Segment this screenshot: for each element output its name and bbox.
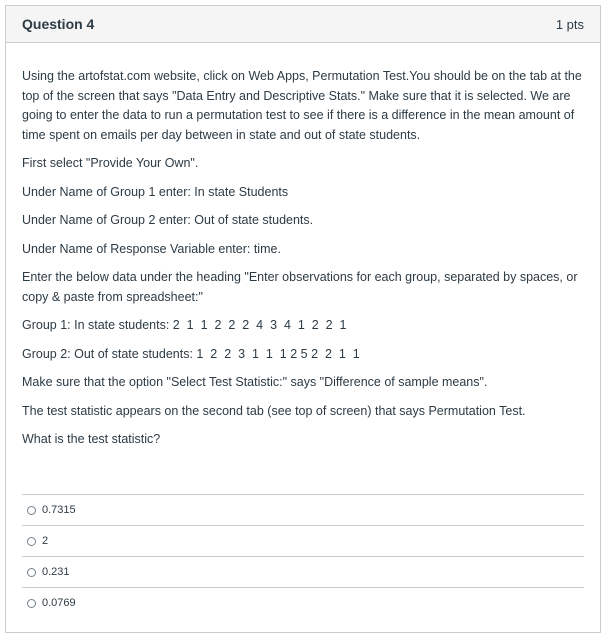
question-text	[6, 43, 600, 450]
paragraph: Under Name of Group 1 enter: In state Students	[22, 184, 289, 199]
question-points: 1 pts	[555, 16, 584, 32]
answer-option[interactable]	[22, 556, 584, 587]
paragraph: What is the test statistic?	[22, 432, 161, 446]
paragraph: Under Name of Response Variable enter: time.	[22, 241, 281, 256]
radio-button[interactable]	[27, 568, 36, 577]
answer-option[interactable]	[22, 494, 584, 525]
answer-label: 0.0769	[42, 597, 76, 609]
paragraph: Group 1: In state students: 2 1 1 2 2 2 4 3 4 1 2 2 1	[22, 318, 347, 332]
paragraph: Enter the below data under the heading "Enter observations for each group, separated by spaces, or copy & paste from spreadsheet:"	[22, 270, 578, 304]
question-header	[6, 6, 600, 43]
radio-button[interactable]	[27, 537, 36, 546]
paragraph: Make sure that the option "Select Test Statistic:" says "Difference of sample means".	[22, 375, 488, 389]
answer-option[interactable]	[22, 587, 584, 618]
paragraph: Using the artofstat.com website, click on Web Apps, Permutation Test.You should be on the tab at the top of the screen that says "Data Entry and Descriptive Stats." Make sure that it is selected. We are going to enter the data to run a permutation test to see if there is a difference in the mean amount of time spent on emails per day between in state and out of state students.	[22, 69, 582, 142]
answer-option[interactable]	[22, 525, 584, 556]
answer-label: 2	[42, 535, 49, 547]
radio-button[interactable]	[27, 506, 36, 515]
answer-label: 0.7315	[42, 504, 76, 516]
paragraph: Group 2: Out of state students: 1 2 2 3 1 1 1 2 5 2 2 1 1	[22, 346, 360, 361]
answer-label: 0.231	[42, 566, 70, 578]
question-title: Question 4	[22, 16, 95, 32]
question-card	[5, 5, 601, 633]
paragraph: First select "Provide Your Own".	[22, 156, 199, 170]
paragraph: The test statistic appears on the second tab (see top of screen) that says Permutation Test.	[22, 403, 526, 418]
answer-list	[22, 494, 584, 618]
paragraph: Under Name of Group 2 enter: Out of state students.	[22, 213, 314, 227]
radio-button[interactable]	[27, 599, 36, 608]
